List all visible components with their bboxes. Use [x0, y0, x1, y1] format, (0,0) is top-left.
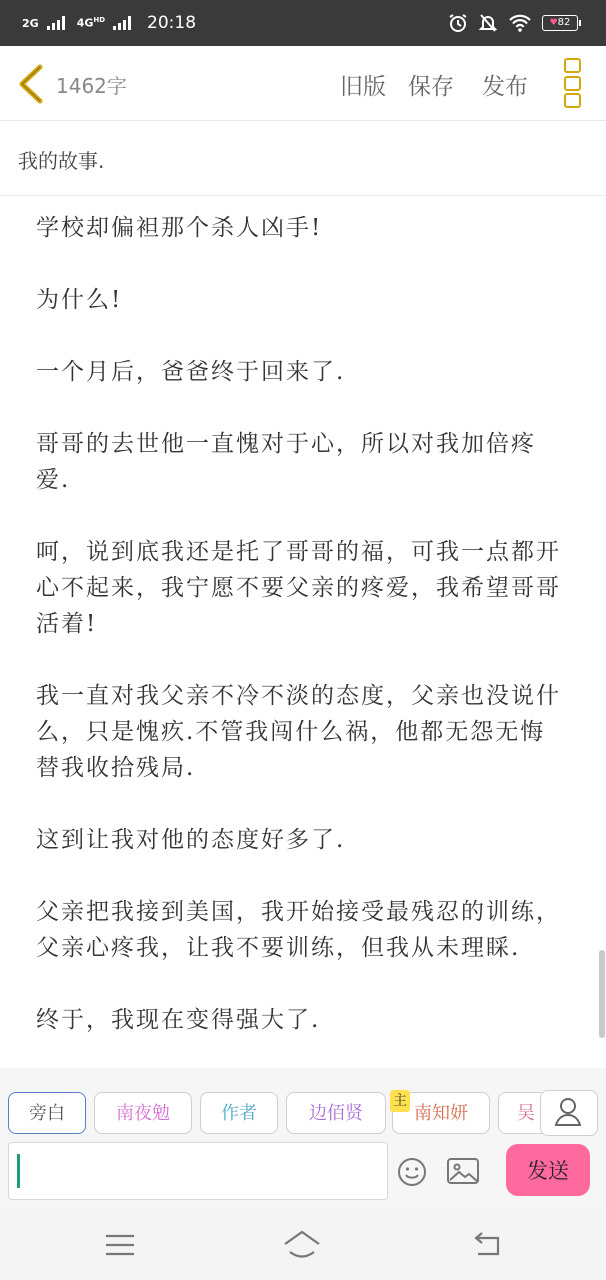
- role-manage-button[interactable]: [540, 1090, 598, 1136]
- paragraph: 终于，我现在变得强大了.: [36, 1007, 321, 1033]
- status-right: [448, 10, 578, 36]
- recents-icon[interactable]: [100, 1228, 140, 1262]
- role-chip[interactable]: 边佰贤: [286, 1092, 386, 1134]
- mute-bell-icon: [478, 13, 498, 33]
- alarm-icon: [448, 13, 468, 33]
- scrollbar-thumb[interactable]: [599, 950, 605, 1038]
- publish-button[interactable]: 发布: [482, 74, 528, 100]
- signal-icon-2: [113, 16, 131, 30]
- status-left: [22, 10, 196, 36]
- composer: [0, 1142, 606, 1208]
- image-icon[interactable]: [446, 1156, 480, 1186]
- role-chip-main[interactable]: 南知妍: [392, 1092, 490, 1134]
- wifi-icon: [508, 14, 532, 32]
- word-count: 1462字: [56, 74, 127, 98]
- story-content[interactable]: [0, 196, 600, 1066]
- paragraph: 学校却偏袒那个杀人凶手!: [36, 215, 323, 241]
- more-menu-icon[interactable]: [564, 58, 582, 108]
- role-selector-bar: [0, 1068, 606, 1142]
- role-chip[interactable]: 吴: [498, 1092, 548, 1134]
- story-title: 我的故事.: [18, 149, 105, 173]
- paragraph: 为什么!: [36, 287, 123, 313]
- battery-icon: ♥82: [542, 15, 578, 31]
- role-chip-narrator[interactable]: 旁白: [8, 1092, 86, 1134]
- send-button[interactable]: 发送: [506, 1144, 590, 1196]
- text-caret: [17, 1154, 20, 1188]
- back-icon[interactable]: [468, 1228, 508, 1262]
- signal-icon: [47, 16, 65, 30]
- role-chip[interactable]: 南夜勉: [94, 1092, 192, 1134]
- emoji-icon[interactable]: [396, 1156, 428, 1188]
- paragraph: 这到让我对他的态度好多了.: [36, 827, 346, 853]
- status-bar: [0, 0, 606, 46]
- battery-level: 82: [557, 17, 571, 28]
- paragraph: 呵，说到底我还是托了哥哥的福，可我一点都开心不起来，我宁愿不要父亲的疼爱，我希望哥哥活着!: [36, 539, 561, 637]
- paragraph: 一个月后，爸爸终于回来了.: [36, 359, 346, 385]
- paragraph: 父亲把我接到美国，我开始接受最残忍的训练，父亲心疼我，让我不要训练，但我从未理睬.: [36, 899, 561, 961]
- system-nav-bar: [0, 1208, 606, 1280]
- network-label-1: 2G: [22, 16, 39, 30]
- network-label-2-sup: HD: [93, 16, 106, 25]
- editor-header: [0, 46, 606, 121]
- home-icon[interactable]: [282, 1228, 322, 1262]
- back-chevron-icon[interactable]: [16, 64, 46, 104]
- paragraph: 我一直对我父亲不冷不淡的态度，父亲也没说什么，只是愧疚.不管我闯什么祸，他都无怨无悔替我收拾残局.: [36, 683, 561, 781]
- person-icon: [541, 1091, 595, 1133]
- main-role-badge: 主: [390, 1090, 410, 1112]
- message-input[interactable]: [8, 1142, 388, 1200]
- story-title-row[interactable]: [0, 121, 606, 196]
- clock: 20:18: [147, 13, 197, 33]
- save-button[interactable]: 保存: [408, 74, 454, 100]
- paragraph: 哥哥的去世他一直愧对于心，所以对我加倍疼爱.: [36, 431, 536, 493]
- old-version-button[interactable]: 旧版: [340, 74, 386, 100]
- network-label-2: [77, 16, 105, 30]
- role-chip-author[interactable]: 作者: [200, 1092, 278, 1134]
- network-label-2-text: 4G: [76, 16, 94, 30]
